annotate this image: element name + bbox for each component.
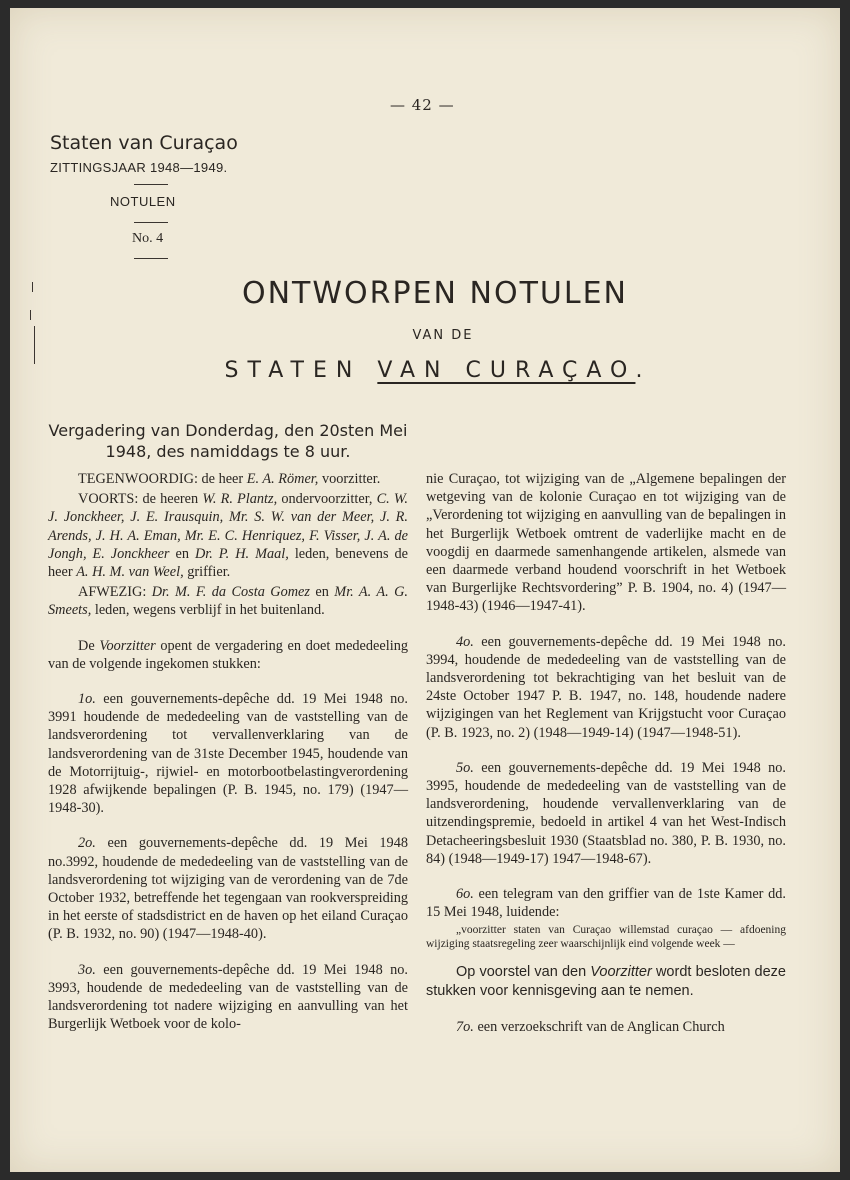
item-5-number: 5o. xyxy=(456,759,474,776)
item-5 xyxy=(426,759,786,868)
decision-post: wordt besloten deze stukken voor kennisgeving aan te nemen. xyxy=(426,964,786,1000)
also-post: griffier. xyxy=(183,564,231,581)
main-title: ONTWORPEN NOTULEN xyxy=(242,276,628,311)
item-2 xyxy=(48,834,408,943)
decision-italic: Voorzitter xyxy=(590,964,652,981)
divider-line xyxy=(134,222,168,223)
decision-paragraph xyxy=(426,963,786,1001)
meeting-line-1: Vergadering van Donderdag, den 20sten Mei xyxy=(48,421,408,440)
intro-pre: De xyxy=(78,637,100,654)
telegram-text: „voorzitter staten van Curaçao willemstad curaçao — afdoening wijziging staatsregeling zeer waarschijnlijk eind volgende week — xyxy=(426,924,786,951)
item-1-number: 1o. xyxy=(78,691,96,708)
divider-line xyxy=(134,258,168,259)
also-name-3: Dr. P. H. Maal, xyxy=(194,545,289,562)
item-3 xyxy=(48,961,408,1034)
item-7-text: een verzoekschrift van de Anglican Church xyxy=(473,1019,725,1036)
also-mid-1: ondervoorzitter, xyxy=(277,491,377,508)
session-year: ZITTINGSJAAR 1948—1949. xyxy=(50,160,228,175)
also-names-2: C. W. J. Jonckheer, J. E. Irausquin, Mr. S. W. van der Meer, J. R. Arends, J. H. A. Eman, Mr. E. C. Henriquez, F. Visser, J. A. de Jongh, E. Jonckheer xyxy=(48,491,409,562)
also-en: en xyxy=(169,545,195,562)
absent-label: AFWEZIG: xyxy=(78,584,147,601)
also-label: VOORTS: xyxy=(78,491,139,508)
item-5-text: een gouvernements-depêche dd. 19 Mei 1948 no. 3995, houdende de mededeeling van de vaststelling van de landsverordening, houdende vervallenverklaring van de uitzendingspremie, bedoeld in artikel 4 van het West-Indisch Detacheeringsbesluit 1930 (Staatsblad no. 380, P. B. 1930, no. 84) (1948—1949-17) 1947—1948-67). xyxy=(426,759,786,867)
absent-name-1: Dr. M. F. da Costa Gomez xyxy=(146,584,310,601)
present-post: voorzitter. xyxy=(318,471,381,487)
absent-en: en xyxy=(309,584,335,601)
document-number: No. 4 xyxy=(132,231,164,246)
notulen-label: NOTULEN xyxy=(110,194,176,209)
item-4-text: een gouvernements-depêche dd. 19 Mei 1948 no. 3994, houdende de mededeeling van de vaststelling van de landsverordening tot bekrachtiging van het besluit van de 24ste October 1947 P. B. 1947, no. 148, houdende nadere wijzigingen van het Reglement van Krijgstucht voor Curaçao (P. B. 1923, no. 2) (1948—1949-14) (1947—1948-51). xyxy=(426,633,786,741)
decision-pre: Op voorstel van den xyxy=(456,964,591,981)
item-6-number: 6o. xyxy=(456,886,474,903)
item-6-text: een telegram van den griffier van de 1ste Kamer dd. 15 Mei 1948, luidende: xyxy=(426,886,786,921)
left-column xyxy=(48,470,408,1050)
organization-name: Staten van Curaçao xyxy=(50,132,238,154)
also-name-4: A. H. M. van Weel, xyxy=(76,564,184,581)
intro-italic: Voorzitter xyxy=(99,637,156,654)
absent-paragraph xyxy=(48,583,408,619)
also-pre: de heeren xyxy=(138,491,203,508)
present-pre: de heer xyxy=(197,471,247,487)
page-number: — 42 — xyxy=(390,96,455,114)
present-paragraph xyxy=(48,470,408,488)
meeting-heading xyxy=(48,420,408,462)
title-staten xyxy=(10,358,840,383)
item-4 xyxy=(426,633,786,742)
item-3-continued: nie Curaçao, tot wijziging van de „Algemene bepalingen der wetgeving van de kolonie Curaçao en tot wijziging van de „Verordening tot wijziging en aanvulling van de bepalingen in het Burgerlijk Wetboek omtrent de vaderlijke macht en de voogdij en daarmede samenhangende artikelen, alsmede van een daarmede verband houdend voorschrift in het Wetboek van Burgerlijke Rechtsvordering” P. B. 1904, no. 4) (1947—1948-43) (1946—1947-41). xyxy=(426,471,786,615)
item-1 xyxy=(48,690,408,817)
subtitle-van-de: VAN DE xyxy=(412,328,474,343)
absent-name-2: Mr. A. A. G. Smeets, xyxy=(48,584,408,619)
also-name-1: W. R. Plantz, xyxy=(202,491,278,508)
item-2-number: 2o. xyxy=(78,835,96,852)
present-label: TEGENWOORDIG: xyxy=(78,471,198,487)
item-3-number: 3o. xyxy=(78,961,96,978)
title-staten-period: . xyxy=(635,358,652,383)
item-1-text: een gouvernements-depêche dd. 19 Mei 1948 no. 3991 houdende de mededeeling van de vaststelling van de landsverordening tot vervallenverklaring van de landsverordening van de 31ste December 1945, houdende van de Motorrijtuig-, rijwiel- en motorbootbelastingverordening 1928 afwijkende bepalingen (P. B. 1945, no. 179) (1947—1948-30). xyxy=(48,691,408,817)
title-staten-part: STATEN xyxy=(224,358,378,383)
also-mid-2: leden, benevens de heer xyxy=(48,545,408,581)
intro-paragraph xyxy=(48,637,408,673)
item-7-number: 7o. xyxy=(456,1019,474,1036)
item-6 xyxy=(426,885,786,921)
margin-mark xyxy=(30,310,31,320)
document-page xyxy=(10,8,840,1172)
item-2-text: een gouvernements-depêche dd. 19 Mei 1948 no.3992, houdende de mededeeling van de vaststelling van de landsverordening tot wijziging van de verordening van de 7de October 1932, betreffende het tegengaan van rookverspreiding in het eerste of stadsdistrict en de haven op het eiland Curaçao (P. B. 1932, no. 90) (1947—1948-40). xyxy=(48,835,408,943)
item-4-number: 4o. xyxy=(456,633,474,650)
right-column xyxy=(426,470,786,1054)
also-paragraph xyxy=(48,490,408,581)
title-staten-underlined: VAN CURAÇAO xyxy=(377,358,636,383)
item-3-text: een gouvernements-depêche dd. 19 Mei 1948 no. 3993, houdende de mededeeling van de vaststelling van de landsverordening tot nadere wijziging en aanvulling van het Burgerlijk Wetboek voor de kolo- xyxy=(48,961,408,1033)
item-7 xyxy=(426,1018,786,1036)
absent-post: leden, wegens verblijf in het buitenland. xyxy=(91,602,325,619)
present-name: E. A. Römer, xyxy=(246,471,319,487)
meeting-line-2: 1948, des namiddags te 8 uur. xyxy=(105,442,351,461)
divider-line xyxy=(134,184,168,185)
intro-post: opent de vergadering en doet mededeeling van de volgende ingekomen stukken: xyxy=(48,637,408,672)
